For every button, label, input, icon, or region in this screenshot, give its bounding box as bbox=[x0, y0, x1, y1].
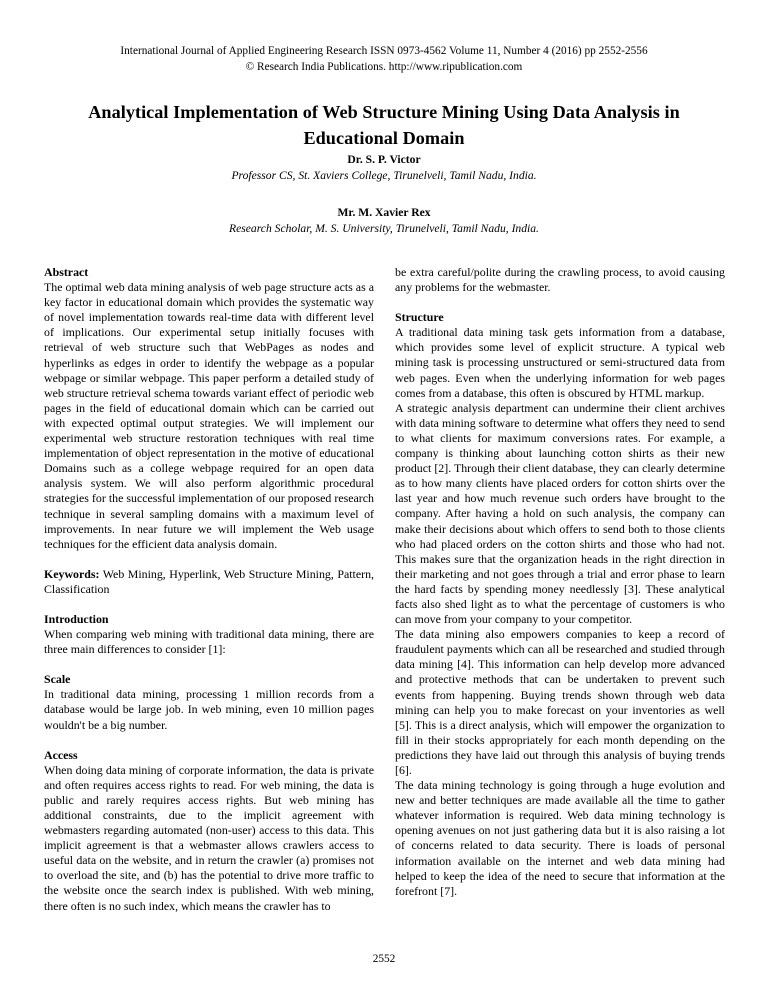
journal-header-line-2: © Research India Publications. http://www.ripublication.com bbox=[245, 60, 523, 73]
keywords-label: Keywords: bbox=[44, 566, 100, 581]
abstract-paragraph: The optimal web data mining analysis of web page structure acts as a key factor in educational domain which provides the systematic way of novel implementation towards real-time data with different level of implications. Our experimental setup initially focuses with retrieval of web structure such that WebPages as nodes and hyperlinks as edges in order to identify the webpage as a popular webpage or similar webpage. This paper perform a detailed study of web structure retrieval schema towards variant effect of periodic web pages in the field of educational domain which can be carried out with expected optimal output strategies. We will implement our experimental web structure restoration techniques with real time implementation of object representation in the motive of educational Domains such as a college webpage required for an open data analysis system. We will also perform algorithmic procedural strategies for the successful implementation of our proposed research technique in several sampling domains with a maximum level of improvements. In near future we will implement the Web usage techniques for the efficient data analysis domain. bbox=[44, 280, 374, 551]
abstract-heading: Abstract bbox=[44, 265, 89, 279]
keywords-value: Web Mining, Hyperlink, Web Structure Mining, Pattern, Classification bbox=[44, 566, 374, 596]
two-column-body bbox=[44, 265, 726, 914]
structure-paragraph-3: The data mining also empowers companies to keep a record of fraudulent payments which can all be researched and studied through data mining [4]. This information can help develop more advanced and protective methods that can be undertaken to prevent such events from happening. Buying trends shown through web data mining can help you to make forecast on your inventories as well [5]. This is a direct analysis, which will empower the organization to fill in their stocks appropriately for each month depending on the predictions they have laid out through this analysis of buying trends [6]. bbox=[395, 627, 725, 777]
structure-paragraph-4: The data mining technology is going through a huge evolution and new and better techniques are made available all the time to gather whatever information is required. Web data mining technology is opening avenues on not just gathering data but it is also raising a lot of concerns related to data security. There is loads of personal information available on the internet and web data mining had helped to keep the idea of the need to secure that information at the forefront [7]. bbox=[395, 778, 725, 898]
author-affiliation: Research Scholar, M. S. University, Tirunelveli, Tamil Nadu, India. bbox=[229, 222, 539, 235]
journal-header-line-1: International Journal of Applied Engineering Research ISSN 0973-4562 Volume 11, Number 4 (2016) pp 2552-2556 bbox=[120, 45, 648, 57]
author-name: Mr. M. Xavier Rex bbox=[337, 206, 431, 219]
structure-paragraph-2: A strategic analysis department can undermine their client archives with data mining software to determine what offers they need to send to what clients for maximum conversions rates. For example, a company is thinking about launching cotton shirts as their new product [2]. Through their client database, they can clearly determine as to how many clients have placed orders for cotton shirts over the last year and how much revenue such orders have brought to the company. After having a hold on such analysis, the company can make their decisions about which offers to send both to those clients who had placed orders on the cotton shirts and those who had not. This makes sure that the organization heads in the right direction in their marketing and not goes through a trial and error phase to learn the hard facts by spending money needlessly [3]. These analytical facts also shed light as to what the percentage of customers is who can move from your company to your competitor. bbox=[395, 400, 725, 627]
journal-running-head bbox=[44, 44, 724, 75]
author-affiliation: Professor CS, St. Xaviers College, Tirunelveli, Tamil Nadu, India. bbox=[231, 169, 537, 182]
structure-paragraph-1: A traditional data mining task gets information from a database, which provides some level of explicit structure. A typical web mining task is processing unstructured or semi-structured data from web pages. Even when the underlying information for web pages comes from a database, this often is obscured by HTML markup. bbox=[395, 325, 725, 400]
page-title: Analytical Implementation of Web Structure Mining Using Data Analysis in Educational Domain bbox=[88, 102, 680, 148]
right-column bbox=[395, 265, 725, 914]
author-entry bbox=[44, 205, 724, 237]
structure-heading: Structure bbox=[395, 310, 444, 325]
access-heading: Access bbox=[44, 747, 78, 762]
introduction-heading: Introduction bbox=[44, 611, 109, 626]
scale-heading: Scale bbox=[44, 672, 71, 687]
scale-paragraph: In traditional data mining, processing 1 million records from a database would be large job. In web mining, even 10 million pages wouldn't be a big number. bbox=[44, 687, 374, 732]
introduction-paragraph: When comparing web mining with traditional data mining, there are three main differences to consider [1]: bbox=[44, 627, 374, 657]
access-paragraph: When doing data mining of corporate information, the data is private and often requires access rights to read. For web mining, the data is public and rarely requires access rights. But web mining has additional constraints, due to the implicit agreement with webmasters regarding automated (non-user) access to this data. This implicit agreement is that a webmaster allows crawlers access to useful data on the website, and in return the crawler (a) promises not to overload the site, and (b) has the potential to drive more traffic to the website once the search index is published. With web mining, there often is no such index, which means the crawler has to bbox=[44, 762, 374, 913]
author-entry bbox=[44, 152, 724, 184]
author-name: Dr. S. P. Victor bbox=[347, 153, 421, 166]
left-column bbox=[44, 265, 374, 914]
page-number: 2552 bbox=[372, 953, 396, 965]
keywords-paragraph bbox=[44, 567, 374, 597]
authors-block bbox=[44, 152, 724, 237]
access-continuation-paragraph: be extra careful/polite during the crawling process, to avoid causing any problems for the webmaster. bbox=[395, 265, 725, 295]
